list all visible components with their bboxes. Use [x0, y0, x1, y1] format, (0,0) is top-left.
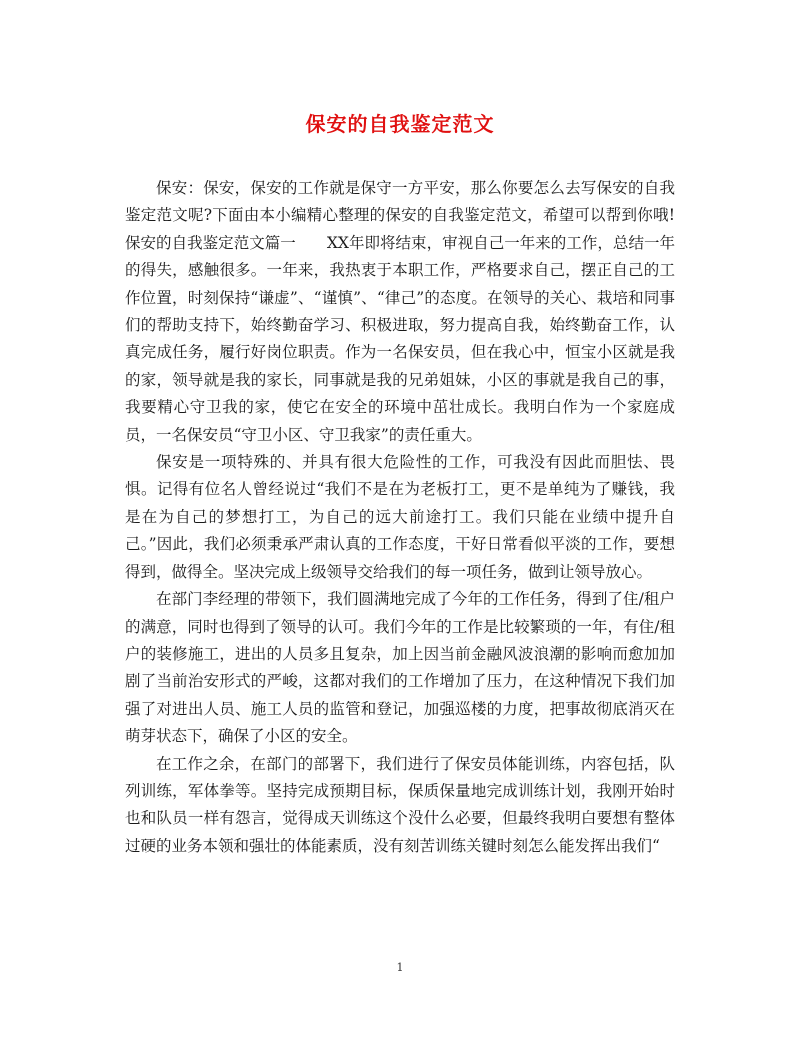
- paragraph-1: 保安：保安，保安的工作就是保守一方平安，那么你要怎么去写保安的自我鉴定范文呢?下面由本小编精心整理的保安的自我鉴定范文，希望可以帮到你哦!保安的自我鉴定范文篇一 XX年即将结束，审视自己一年来的工作，总结一年的得失，感触很多。一年来，我热衷于本职工作，严格要求自己，摆正自己的工作位置，时刻保持“谦虚”、“谨慎”、“律己”的态度。在领导的关心、栽培和同事们的帮助支持下，始终勤奋学习、积极进取，努力提高自我，始终勤奋工作，认真完成任务，履行好岗位职责。作为一名保安员，但在我心中，恒宝小区就是我的家，领导就是我的家长，同事就是我的兄弟姐妹，小区的事就是我自己的事，我要精心守卫我的家，使它在安全的环境中茁壮成长。我明白作为一个家庭成员，一名保安员“守卫小区、守卫我家”的责任重大。: [125, 179, 675, 444]
- document-title: 保安的自我鉴定范文: [305, 112, 495, 136]
- paragraph-2: 保安是一项特殊的、并具有很大危险性的工作，可我没有因此而胆怯、畏惧。记得有位名人曾经说过“我们不是在为老板打工，更不是单纯为了赚钱，我是在为自己的梦想打工，为自己的远大前途打工。我们只能在业绩中提升自己。”因此，我们必须秉承严肃认真的工作态度，干好日常看似平淡的工作，要想得到，做得全。坚决完成上级领导交给我们的每一项任务，做到让领导放心。: [125, 453, 675, 581]
- document-body: [125, 175, 675, 860]
- page-number: 1: [396, 961, 404, 974]
- paragraph-4: 在工作之余，在部门的部署下，我们进行了保安员体能训练，内容包括，队列训练，军体拳等。坚持完成预期目标，保质保量地完成训练计划，我刚开始时也和队员一样有怨言，觉得成天训练这个没什么必要，但最终我明白要想有整体过硬的业务本领和强壮的体能素质，没有刻苦训练关键时刻怎么能发挥出我们“: [125, 754, 675, 855]
- paragraph-3: 在部门李经理的带领下，我们圆满地完成了今年的工作任务，得到了住/租户的满意，同时也得到了领导的认可。我们今年的工作是比较繁琐的一年，有住/租户的装修施工，进出的人员多且复杂，加上因当前金融风波浪潮的影响而愈加加剧了当前治安形式的严峻，这都对我们的工作增加了压力，在这种情况下我们加强了对进出人员、施工人员的监管和登记，加强巡楼的力度，把事故彻底消灭在萌芽状态下，确保了小区的安全。: [125, 590, 675, 746]
